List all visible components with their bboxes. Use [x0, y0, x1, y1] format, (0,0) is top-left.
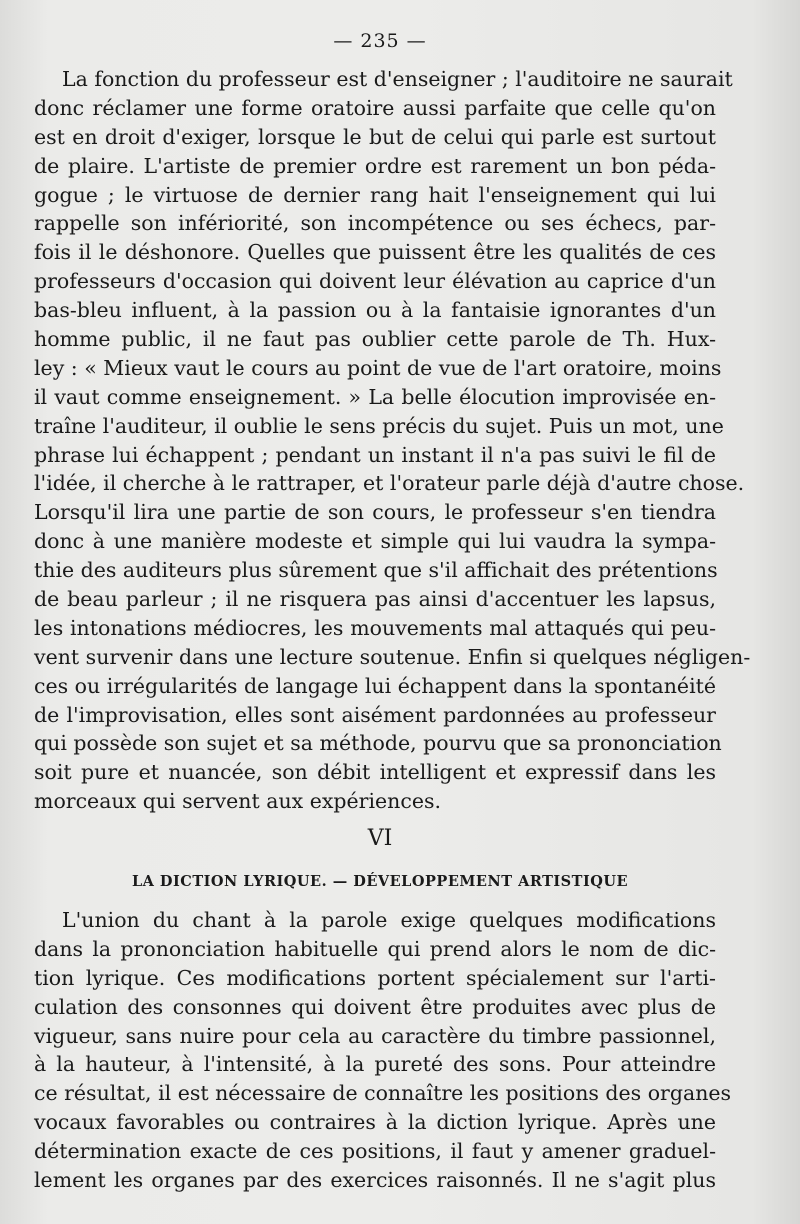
text-line: ces ou irrégularités de langage lui échappent dans la spontanéité: [34, 673, 716, 698]
paragraph-professor: [34, 65, 751, 816]
text-line: est en droit d'exiger, lorsque le but de celui qui parle est surtout: [34, 124, 716, 149]
section-title: LA DICTION LYRIQUE. — DÉVELOPPEMENT ARTISTIQUE: [131, 873, 629, 890]
text-line: détermination exacte de ces positions, il faut y amener graduel-: [34, 1139, 716, 1164]
paragraph-lyric-diction: [34, 906, 732, 1195]
text-line: La fonction du professeur est d'enseigner ; l'auditoire ne saurait: [62, 67, 733, 91]
text-line: fois il le déshonore. Quelles que puissent être les qualités de ces: [34, 240, 716, 265]
text-line: l'idée, il cherche à le rattraper, et l'orateur parle déjà d'autre chose.: [34, 471, 745, 496]
page-number: — 235 —: [333, 30, 427, 52]
text-line: culation des consonnes qui doivent être produites avec plus de: [34, 994, 716, 1019]
text-line: morceaux qui servent aux expériences.: [34, 789, 442, 814]
text-line: ley : « Mieux vaut le cours au point de vue de l'art oratoire, moins: [34, 355, 722, 380]
text-line: homme public, il ne faut pas oublier cette parole de Th. Hux-: [34, 327, 716, 352]
section-number: VI: [367, 826, 393, 851]
text-line: phrase lui échappent ; pendant un instant il n'a pas suivi le fil de: [34, 442, 716, 467]
text-line: bas-bleu influent, à la passion ou à la fantaisie ignorantes d'un: [34, 298, 716, 323]
text-line: vent survenir dans une lecture soutenue. Enfin si quelques négligen-: [34, 644, 751, 669]
text-line: vigueur, sans nuire pour cela au caractère du timbre passionnel,: [34, 1023, 716, 1048]
text-line: les intonations médiocres, les mouvements mal attaqués qui peu-: [34, 615, 716, 640]
text-line: professeurs d'occasion qui doivent leur élévation au caprice d'un: [34, 269, 716, 294]
text-line: tion lyrique. Ces modifications portent spécialement sur l'arti-: [34, 965, 716, 990]
text-line: de l'improvisation, elles sont aisément pardonnées au professeur: [34, 702, 716, 727]
text-line: soit pure et nuancée, son débit intelligent et expressif dans les: [34, 760, 716, 785]
text-line: L'union du chant à la parole exige quelques modifications: [62, 908, 716, 932]
text-line: traîne l'auditeur, il oublie le sens précis du sujet. Puis un mot, une: [34, 413, 724, 438]
text-line: à la hauteur, à l'intensité, à la pureté des sons. Pour atteindre: [34, 1052, 716, 1077]
text-line: Lorsqu'il lira une partie de son cours, le professeur s'en tiendra: [34, 500, 716, 525]
text-line: thie des auditeurs plus sûrement que s'il affichait des prétentions: [34, 558, 718, 583]
text-line: de beau parleur ; il ne risquera pas ainsi d'accentuer les lapsus,: [34, 587, 716, 612]
text-line: qui possède son sujet et sa méthode, pourvu que sa prononciation: [34, 731, 722, 756]
text-line: dans la prononciation habituelle qui prend alors le nom de dic-: [34, 936, 716, 961]
text-line: gogue ; le virtuose de dernier rang hait l'enseignement qui lui: [34, 182, 716, 207]
text-line: ce résultat, il est nécessaire de connaître les positions des organes: [34, 1081, 732, 1106]
text-line: donc à une manière modeste et simple qui lui vaudra la sympa-: [34, 529, 716, 554]
text-line: lement les organes par des exercices raisonnés. Il ne s'agit plus: [34, 1168, 716, 1193]
text-line: rappelle son infériorité, son incompétence ou ses échecs, par-: [34, 211, 716, 236]
text-line: donc réclamer une forme oratoire aussi parfaite que celle qu'on: [34, 95, 716, 120]
text-line: de plaire. L'artiste de premier ordre est rarement un bon péda-: [34, 153, 716, 178]
text-line: vocaux favorables ou contraires à la diction lyrique. Après une: [34, 1110, 716, 1135]
text-line: il vaut comme enseignement. » La belle élocution improvisée en-: [34, 384, 716, 409]
